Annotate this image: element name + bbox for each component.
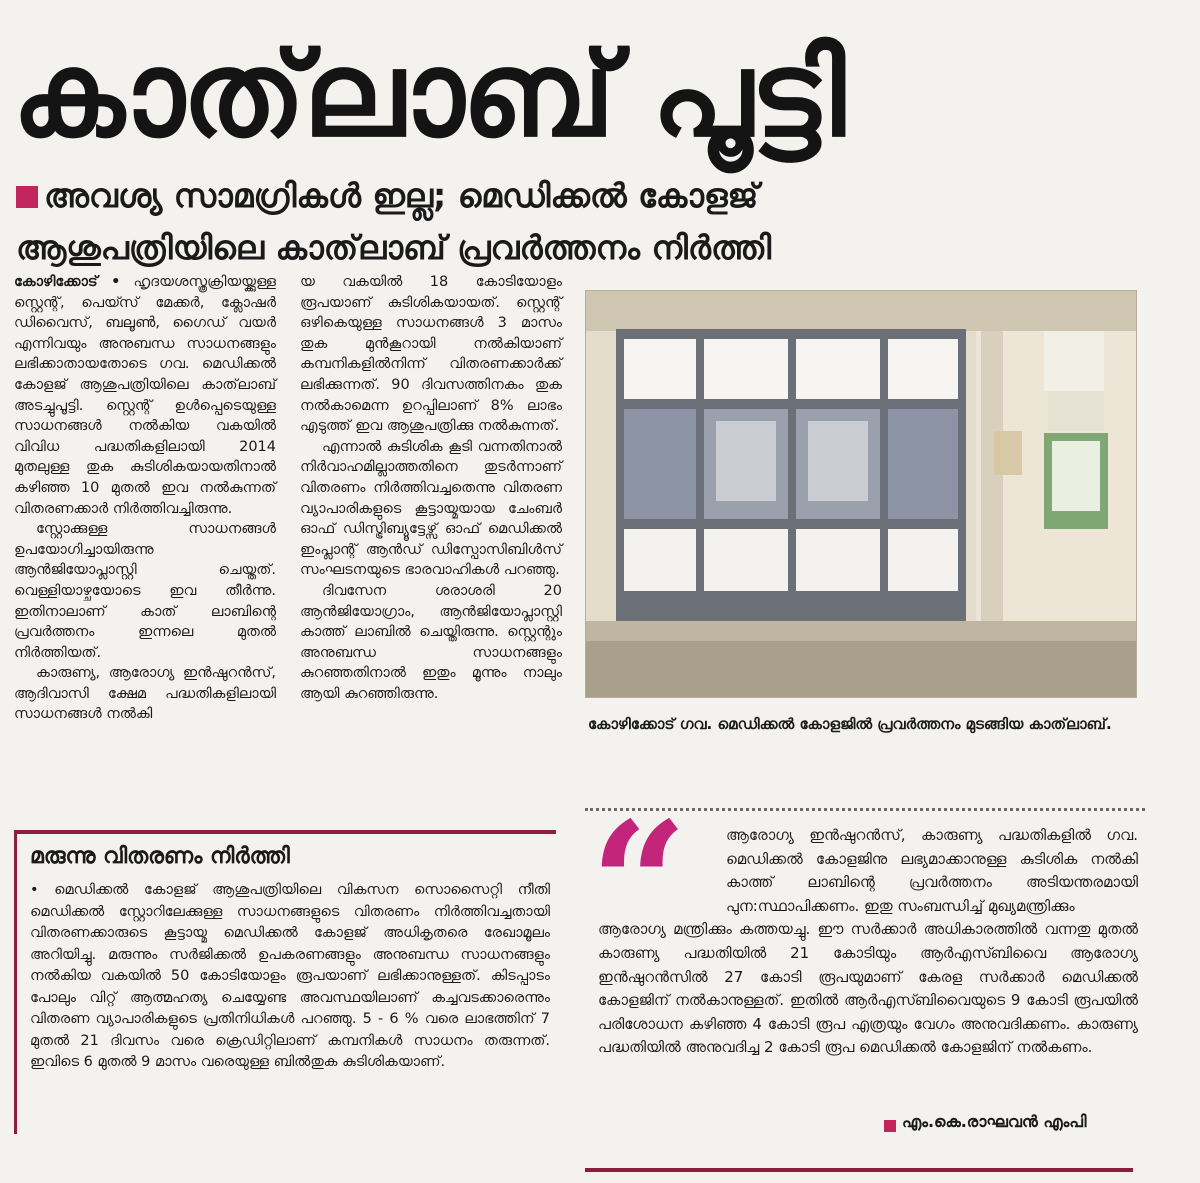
cathlab-photo [585,290,1137,698]
quote-attribution: എം.കെ.രാഘവൻ എംപി [902,1112,1087,1131]
photo-caption: കോഴിക്കോട് ഗവ. മെഡിക്കൽ കോളജിൽ പ്രവർത്തനം മുടങ്ങിയ കാത്‌ലാബ്. [588,715,1112,733]
sidebar-title: മരുന്നു വിതരണം നിർത്തി [30,844,290,869]
article-paragraph: കോഴിക്കോട് • ഹൃദയശസ്ത്രക്രിയയ്ക്കുള്ള സ്റ്റെന്റ്, പെയ്സ് മേക്കർ, ക്ലോഷർ ഡിവൈസ്, ബലൂൺ, ഗൈഡ് വയർ എന്നിവയും അനുബന്ധ സാധനങ്ങളും ലഭിക്കാതായതോടെ ഗവ. മെഡിക്കൽ കോളജ് ആശുപത്രിയിലെ കാത്‌ലാബ് അടച്ചുപൂട്ടി. സ്റ്റെന്റ് ഉൾപ്പെടെയുള്ള സാധനങ്ങൾ നൽകിയ വകയിൽ വിവിധ പദ്ധതികളിലായി 2014 മുതലുള്ള തുക കുടിശികയായതിനാൽ കഴിഞ്ഞ 10 മുതൽ ഇവ നൽകുന്നത് വിതരണക്കാർ നിർത്തിവച്ചിരുന്നു. [14,274,277,517]
article-paragraph: യ വകയിൽ 18 കോടിയോളം രൂപയാണ് കുടിശികയായത്. സ്റ്റെന്റ് ഒഴികെയുള്ള സാധനങ്ങൾ 3 മാസം തുക മുൻകൂറായി നൽകിയാണ് കമ്പനികളിൽനിന്ന് വിതരണക്കാർക്ക് ലഭിക്കുന്നത്. 90 ദിവസത്തിനകം തുക നൽകാമെന്ന ഉറപ്പിലാണ് 8% ലാഭം എടുത്ത് ഇവ ആശുപത്രിക്കു നൽകുന്നത്. [300,274,562,435]
article-column-2 [300,272,562,704]
article-paragraph: ദിവസേന ശരാശരി 20 ആൻജിയോഗ്രാം, ആൻജിയോപ്ലാസ്റ്റി കാത്ത് ലാബിൽ ചെയ്തിരുന്നു. സ്റ്റെന്റും അനുബന്ധ സാധനങ്ങളും കുറഞ്ഞതിനാൽ ഇതും മൂന്നും നാലും ആയി കുറഞ്ഞിരുന്നു. [300,582,562,702]
quote-mark-icon: “ [590,785,688,985]
cathlab-door-illustration [586,291,1137,698]
quote-text [598,824,1138,1060]
dateline: കോഴിക്കോട് • [14,274,121,290]
sidebar-text: • മെഡിക്കൽ കോളജ് ആശുപത്രിയിലെ വികസന സൊസൈറ്റി നീതി മെഡിക്കൽ സ്റ്റോറിലേക്കുള്ള സാധനങ്ങളുടെ വിതരണം നിർത്തിവച്ചതായി വിതരണക്കാരുടെ കൂട്ടായ്മ മെഡിക്കൽ കോളജ് അധികൃതരെ രേഖാമൂലം അറിയിച്ചു. മരുന്നും സർജിക്കൽ ഉപകരണങ്ങളും അനുബന്ധ സാധനങ്ങളും നൽകിയ വകയിൽ 50 കോടിയോളം രൂപയാണ് ലഭിക്കാനുള്ളത്. കിടപ്പാടം പോലും വിറ്റ് ആത്മഹത്യ ചെയ്യേണ്ട അവസ്ഥയിലാണ് കച്ചവടക്കാരെന്നും വിതരണ വ്യാപാരികളുടെ പ്രതിനിധികൾ പറഞ്ഞു. 5 - 6 % വരെ ലാഭത്തിന് 7 മുതൽ 21 ദിവസം വരെ ക്രെഡിറ്റിലാണ് കമ്പനികൾ സാധനം തരുന്നത്. ഇവിടെ 6 മുതൽ 9 മാസം വരെയുള്ള ബിൽതുക കുടിശികയാണ്. [30,882,550,1070]
subhead-line-1: അവശ്യ സാമഗ്രികൾ ഇല്ല; മെഡിക്കൽ കോളജ് [44,176,759,215]
article-paragraph: എന്നാൽ കുടിശിക കൂടി വന്നതിനാൽ നിർവാഹമില്ലാത്തതിനെ തുടർന്നാണ് വിതരണം നിർത്തിവച്ചതെന്നു വിതരണ വ്യാപാരികളുടെ കൂട്ടായ്മയായ ചേംബർ ഓഫ് ഡിസ്ട്രിബ്യൂട്ടേഴ്സ് ഓഫ് മെഡിക്കൽ ഇംപ്ലാന്റ് ആൻഡ് ഡിസ്പോസിബിൾസ് സംഘടനയുടെ ഭാരവാഹികൾ പറഞ്ഞു. [300,438,562,579]
subhead-line-2: ആശുപത്രിയിലെ കാത്‌ലാബ് പ്രവർത്തനം നിർത്തി [16,228,772,267]
subheadline [16,170,1174,274]
attribution-bullet [884,1120,896,1132]
quote-lead: ആരോഗ്യ ഇൻഷുറൻസ്, കാരുണ്യ പദ്ധതികളിൽ ഗവ. മെഡിക്കൽ കോളജിനു ലഭ്യമാക്കാനുള്ള കുടിശിക നൽകി കാത്ത് ലാബിന്റെ പ്രവർത്തനം അടിയന്തരമായി പുന:സ്ഥാപിക്കണം. ഇതു സംബന്ധിച്ച് മുഖ്യമന്ത്രിക്കും [726,826,1138,915]
subhead-bullet [16,186,38,208]
quote-bottom-rule [585,1168,1133,1172]
quote-rest: ആരോഗ്യ മന്ത്രിക്കും കത്തയച്ചു. ഈ സർക്കാർ അധികാരത്തിൽ വന്നതു മുതൽ കാരുണ്യ പദ്ധതിയിൽ 21 കോടിയും ആർഎസ്ബിവൈ ആരോഗ്യ ഇൻഷുറൻസിൽ 27 കോടി രൂപയുമാണ് കേരള സർക്കാർ മെഡിക്കൽ കോളജിന് നൽകാനുള്ളത്. ഇതിൽ ആർഎസ്ബിവൈയുടെ 9 കോടി രൂപയിൽ പരിശോധന കഴിഞ്ഞ 4 കോടി രൂപ എത്രയും വേഗം അനുവദിക്കണം. കാരുണ്യ പദ്ധതിയിൽ അനുവദിച്ച 2 കോടി രൂപ മെഡിക്കൽ കോളജിന് നൽകണം. [598,920,1138,1057]
article-paragraph: സ്റ്റോക്കുള്ള സാധനങ്ങൾ ഉപയോഗിച്ചായിരുന്നു ആൻജിയോപ്ലാസ്റ്റി ചെയ്തത്. വെള്ളിയാഴ്ചയോടെ ഇവ തീർന്നു. ഇതിനാലാണ് കാത് ലാബിന്റെ പ്രവർത്തനം ഇന്നലെ മുതൽ നിർത്തിയത്. [14,521,276,661]
article-paragraph: കാരുണ്യ, ആരോഗ്യ ഇൻഷുറൻസ്, ആദിവാസി ക്ഷേമ പദ്ധതികളിലായി സാധനങ്ങൾ നൽകി [14,665,276,723]
article-column-1 [14,272,276,725]
headline: കാത്‌ലാബ് പൂട്ടി [12,25,844,163]
